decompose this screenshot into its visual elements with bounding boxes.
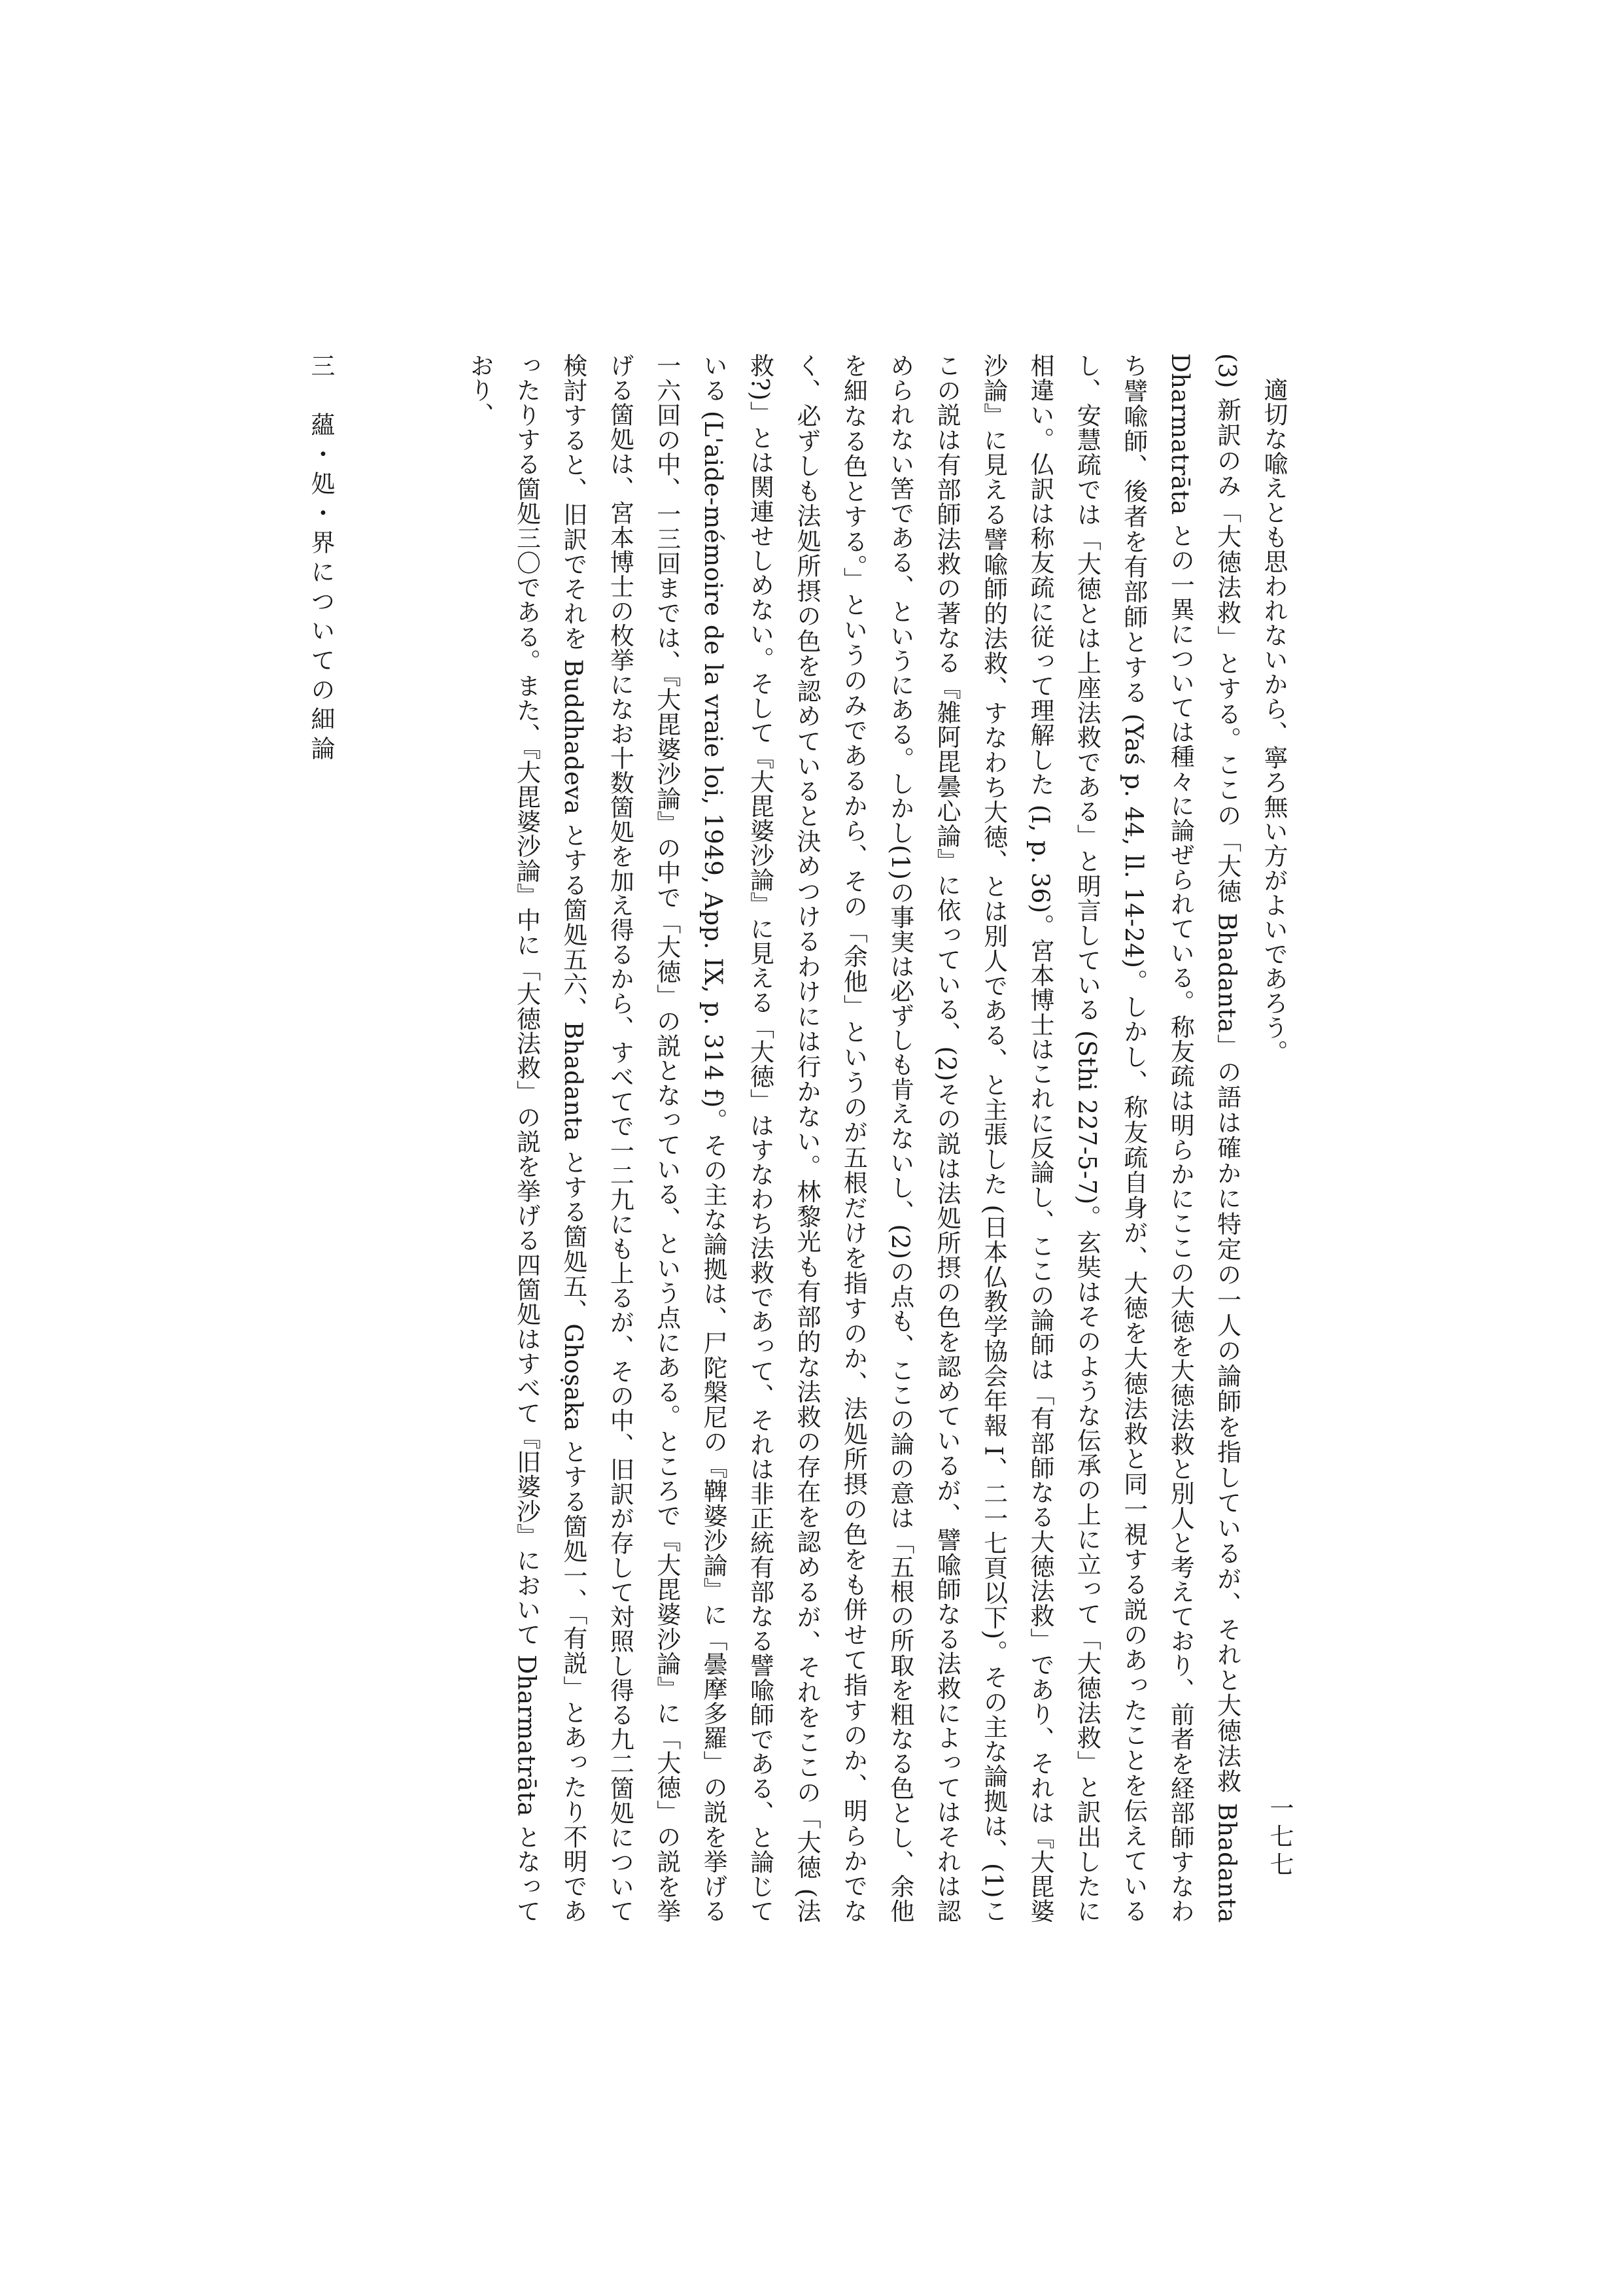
page-number: 一七七 bbox=[1266, 1796, 1294, 1880]
running-head: 三 蘊・処・界についての細論 bbox=[307, 353, 335, 765]
paragraph-continuation: 適切な喩えとも思われないから、寧ろ無い方がよいであろう。 bbox=[1260, 377, 1288, 1064]
body-text bbox=[457, 353, 1297, 1923]
footnote-3-paragraph: (3) 新訳のみ「大徳法救」とする。ここの「大徳 Bhadanta」の語は確かに特定の一人の論師を指しているが、それと大徳法救 Bhadanta Dharmatrāta との一異については種々に論ぜられている。称友疏は明らかにここの大徳を大徳法救と別人と考えており、前者を経部師すなわち譬喩師、後者を有部師とする (Yaś p. 44, ll. 14-24)。しかし、称友疏自身が、大徳を大徳法救と同一視する説のあったことを伝えているし、安慧疏では「大徳とは上座法救である」と明言している (Sthi 227-5-7)。玄奘はそのような伝承の上に立って「大徳法救」と訳出したに相違い。仏訳は称友疏に従って理解した (I, p. 36)。宮本博士はこれに反論し、ここの論師は「有部師なる大徳法救」であり、それは『大毘婆沙論』に見える譬喩師的法救、すなわち大徳、とは別人である、と主張した (日本仏教学協会年報 I、二一七頁以下)。その主な論拠は、(1)ここの説は有部師法救の著なる『雑阿毘曇心論』に依っている、(2)その説は法処所摂の色を認めているが、譬喩師なる法救によってはそれは認められない筈である、というにある。しかし(1)の事実は必ずしも肯えないし、(2)の点も、ここの論の意は「五根の所取を粗なる色とし、余他を細なる色とする。」というのみであるから、その「余他」というのが五根だけを指すのか、法処所摂の色をも併せて指すのか、明らかでなく、必ずしも法処所摂の色を認めていると決めつけるわけには行かない。林黎光も有部的な法救の存在を認めるが、それをここの「大徳 (法救?)」とは関連せしめない。そして『大毘婆沙論』に見える「大徳」はすなわち法救であって、それは非正統有部なる譬喩師である、と論じている (L'aide-mémoire de la vraie loi, 1949, App. IX, p. 314 f)。その主な論拠は、尸陀槃尼の『鞞婆沙論』に「曇摩多羅」の説を挙げる一六回の中、一三回までは、『大毘婆沙論』の中で「大徳」の説となっている、という点にある。ところで『大毘婆沙論』に「大徳」の説を挙げる箇処は、宮本博士の枚挙になお十数箇処を加え得るから、すべてで一二九にも上るが、その中、旧訳が存して対照し得る九二箇処について検討すると、旧訳でそれを Buddhadeva とする箇処五六、Bhadanta とする箇処五、Ghoṣaka とする箇処一、「有説」とあったり不明であったりする箇処三〇である。また、『大毘婆沙論』中に「大徳法救」の説を挙げる四箇処はすべて『旧婆沙』において Dharmatrāta となっており、 bbox=[466, 353, 1241, 1924]
